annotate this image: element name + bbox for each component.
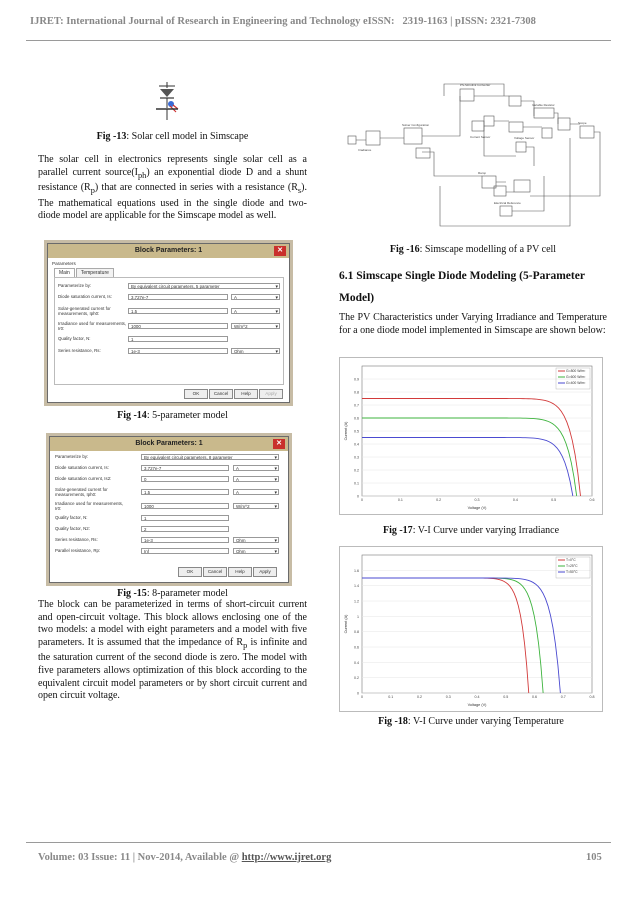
fig17-caption: Fig -17: V-I Curve under varying Irradiance [382, 525, 560, 536]
irradiance-ytick-label: 0.6 [354, 416, 359, 421]
temperature-xtick-label: 0.6 [532, 695, 537, 699]
solar-cell-icon [150, 82, 184, 122]
right-paragraph: The PV Characteristics under Varying Irradiance and Temperature for a one diode model implemented in Simscape are shown below: [339, 312, 607, 336]
unit-select[interactable]: A ▾ [233, 465, 279, 471]
chart-temperature-box [339, 546, 603, 712]
param-row: Solar-generated current for measurements, Iph0: 1.5 A ▾ [58, 306, 280, 313]
temperature-xtick-label: 0.1 [388, 695, 394, 699]
irradiance-ytick-label: 0.1 [354, 481, 359, 486]
page-number: 105 [586, 852, 602, 863]
fig18-caption: Fig -18: V-I Curve under varying Temperature [378, 716, 564, 727]
param-input[interactable]: 1000 [128, 323, 228, 329]
temperature-xtick-label: 0.2 [417, 695, 422, 699]
parameters-panel [54, 277, 284, 385]
tab-main[interactable]: Main [54, 268, 75, 278]
irradiance-series-line [362, 399, 581, 497]
unit-select[interactable]: Ohm ▾ [233, 548, 279, 554]
param-row: Irradiance used for measurements, Ir0: 1000 W/m^2 ▾ [55, 501, 281, 508]
irradiance-x-axis-label: Voltage (V) [467, 506, 487, 510]
irradiance-ytick-label: 0.5 [354, 429, 359, 434]
temperature-ytick-label: 0.6 [354, 645, 359, 650]
help-button[interactable]: Help [234, 389, 258, 399]
irradiance-ytick-label: 0.4 [354, 442, 359, 447]
svg-text:Ramp: Ramp [478, 171, 487, 175]
svg-text:Scope: Scope [578, 121, 587, 125]
temperature-series-line [362, 578, 560, 693]
journal-link[interactable]: http://www.ijret.org [241, 852, 332, 863]
irradiance-xtick-label: 0 [361, 498, 363, 502]
temperature-ytick-label: 0.8 [354, 630, 359, 635]
irradiance-xtick-label: 0.1 [397, 498, 403, 502]
fig16-caption: Fig -16: Simscape modelling of a PV cell [389, 244, 557, 255]
irradiance-xtick-label: 0.3 [474, 498, 480, 502]
header-rule [26, 40, 611, 41]
temperature-ytick-label: 1.6 [354, 568, 359, 573]
left-paragraph-1: The solar cell in electronics represents single solar cell as a parallel current $source(I_{ph})$ an exponential diode D and a shunt resistance $(R_p)$ that are connected in series with a resistance $(R_s)$. The mathematical equations used in the single diode and two-diode model are applicable for the Simscape model as well. [38, 154, 308, 222]
irradiance-legend-label: G=800 W/m² [566, 369, 586, 373]
apply-button[interactable]: Apply [253, 567, 277, 577]
fig13-caption: Fig -13: Solar cell model in Simscape [96, 131, 249, 142]
irradiance-series-line [362, 438, 573, 497]
unit-select[interactable]: W/m^2 ▾ [233, 503, 279, 509]
temperature-xtick-label: 0 [361, 695, 363, 699]
irradiance-ytick-label: 0.9 [354, 377, 359, 382]
unit-select[interactable]: A ▾ [231, 294, 280, 300]
temperature-ytick-label: 1.4 [354, 584, 359, 589]
svg-text:Variable Resistor: Variable Resistor [532, 103, 555, 107]
param-row: Parameterize by: By equivalent circuit parameters, 8 parameter ▾ [55, 454, 281, 461]
temperature-legend-label: T=25°C [566, 564, 578, 568]
dialog-title-bar: Block Parameters: 1 ✕ [50, 437, 288, 451]
parameters-group-label: Parameters [52, 261, 76, 266]
irradiance-xtick-label: 0.5 [551, 498, 557, 502]
temperature-ytick-label: 0 [357, 691, 359, 696]
vi-chart-irradiance [340, 358, 602, 514]
irradiance-legend-label: G=600 W/m² [566, 375, 586, 379]
unit-select[interactable]: Ohm ▾ [231, 348, 280, 354]
irradiance-ytick-label: 0.7 [354, 403, 359, 408]
param-input[interactable]: 1.5 [141, 489, 229, 495]
footer-rule [26, 842, 611, 843]
irradiance-xtick-label: 0.2 [436, 498, 442, 502]
param-row: Irradiance used for measurements, Ir0: 1000 W/m^2 ▾ [58, 321, 280, 328]
param-row: Quality factor, N2: 2 [55, 526, 281, 533]
dialog-title-bar: Block Parameters: 1 ✕ [48, 244, 289, 258]
param-input[interactable]: 1e-3 [141, 537, 229, 543]
irradiance-y-axis-label: Current (A) [344, 421, 348, 441]
irradiance-legend-label: G=400 W/m² [566, 381, 586, 385]
param-input[interactable]: 3.727e-7 [128, 294, 228, 300]
temperature-xtick-label: 0.5 [503, 695, 509, 699]
chart-irradiance-box [339, 357, 603, 515]
param-row: Quality factor, N: 1 [58, 336, 280, 343]
temperature-x-axis-label: Voltage (V) [467, 703, 487, 707]
param-row: Quality factor, N: 1 [55, 515, 281, 522]
temperature-xtick-label: 0.3 [445, 695, 451, 699]
simscape-diagram [344, 76, 606, 236]
param-input[interactable]: 1000 [141, 503, 229, 509]
close-icon[interactable]: ✕ [273, 439, 285, 449]
help-button[interactable]: Help [228, 567, 252, 577]
ok-button[interactable]: OK [184, 389, 208, 399]
irradiance-xtick-label: 0.4 [512, 498, 518, 502]
temperature-ytick-label: 1 [357, 614, 359, 619]
parameterize-select[interactable]: By equivalent circuit parameters, 5 parameter ▾ [128, 283, 280, 289]
param-input[interactable]: 1e-3 [128, 348, 228, 354]
param-row: Solar-generated current for measurements, Iph0: 1.5 A ▾ [55, 487, 281, 494]
apply-button[interactable]: Apply [259, 389, 283, 399]
irradiance-ytick-label: 0 [357, 494, 359, 499]
close-icon[interactable]: ✕ [274, 246, 286, 256]
param-row: Parallel resistance, Rp: Inf Ohm ▾ [55, 548, 281, 555]
left-paragraph-2: The block can be parameterized in terms of short-circuit current and open-circuit voltage. This block allows enclosing one of the two models: a model with eight parameters and a model with five parameters. It is assumed that the impedance of $R_p$ is infinite and the saturation current of the second diode is zero. The model with five parameters allows optimization of this block according to the equivalent circuit model parameters or by short circuit current and open circuit voltage. [38, 599, 307, 702]
param-input[interactable]: Inf [141, 548, 229, 554]
unit-select[interactable]: W/m^2 ▾ [231, 323, 280, 329]
unit-select[interactable]: A ▾ [231, 308, 280, 314]
journal-name: IJRET: International Journal of Research in Engineering and Technology eISSN: [30, 16, 395, 27]
irradiance-ytick-label: 0.2 [354, 468, 359, 473]
section-heading: 6.1 Simscape Single Diode Modeling (5-Parameter Model) [339, 270, 585, 304]
irradiance-ytick-label: 0.8 [354, 390, 359, 395]
temperature-xtick-label: 0.8 [589, 695, 595, 699]
param-row: Parameterize by: By equivalent circuit parameters, 5 parameter ▾ [58, 283, 280, 290]
temperature-xtick-label: 0.7 [560, 695, 566, 699]
block-parameters-dialog-5 [47, 243, 290, 403]
unit-select[interactable]: Ohm ▾ [233, 537, 279, 543]
temperature-series-line [362, 578, 529, 693]
svg-text:Current Sensor: Current Sensor [470, 135, 491, 139]
param-input[interactable]: 2 [141, 526, 229, 532]
param-row: Diode saturation current, Is2: 0 A ▾ [55, 476, 281, 483]
param-input[interactable]: 0 [141, 476, 229, 482]
journal-header [30, 16, 610, 27]
temperature-xtick-label: 0.4 [474, 695, 480, 699]
param-input[interactable]: 1.5 [128, 308, 228, 314]
svg-text:Voltage Sensor: Voltage Sensor [514, 136, 535, 140]
param-input[interactable]: 1 [141, 515, 229, 521]
svg-text:Electrical Reference: Electrical Reference [494, 201, 521, 205]
block-parameters-dialog-8 [49, 436, 289, 583]
param-row: Diode saturation current, Is: 3.727e-7 A ▾ [55, 465, 281, 472]
parameterize-select[interactable]: By equivalent circuit parameters, 8 parameter ▾ [141, 454, 279, 460]
param-input[interactable]: 1 [128, 336, 228, 342]
temperature-ytick-label: 1.2 [354, 599, 359, 604]
footer-volume: Volume: 03 Issue: 11 | Nov-2014, Available @ http://www.ijret.org [38, 852, 332, 863]
temperature-plot-area [362, 555, 592, 693]
tab-temperature[interactable]: Temperature [76, 268, 114, 278]
param-row: Series resistance, Rs: 1e-3 Ohm ▾ [58, 348, 280, 355]
ok-button[interactable]: OK [178, 567, 202, 577]
svg-text:PS-Simulink Converter: PS-Simulink Converter [460, 83, 491, 87]
param-input[interactable]: 3.727e-7 [141, 465, 229, 471]
unit-select[interactable]: A ▾ [233, 476, 279, 482]
temperature-series-line [362, 578, 543, 693]
param-row: Series resistance, Rs: 1e-3 Ohm ▾ [55, 537, 281, 544]
cancel-button[interactable]: Cancel [203, 567, 227, 577]
temperature-ytick-label: 0.4 [354, 660, 359, 665]
vi-chart-temperature [340, 547, 602, 711]
param-row: Diode saturation current, Is: 3.727e-7 A ▾ [58, 294, 280, 301]
cancel-button[interactable]: Cancel [209, 389, 233, 399]
temperature-legend-label: T=50°C [566, 570, 578, 574]
issn: 2319-1163 | pISSN: 2321-7308 [402, 16, 536, 27]
unit-select[interactable]: A ▾ [233, 489, 279, 495]
irradiance-xtick-label: 0.6 [589, 498, 595, 502]
irradiance-ytick-label: 0.3 [354, 455, 359, 460]
svg-text:Irradiance: Irradiance [358, 148, 372, 152]
temperature-ytick-label: 0.2 [354, 676, 359, 681]
fig14-caption: Fig -14: 5-parameter model [117, 410, 228, 421]
temperature-legend-label: T=0°C [566, 558, 576, 562]
svg-text:Solver Configuration: Solver Configuration [402, 123, 430, 127]
temperature-y-axis-label: Current (A) [344, 614, 348, 634]
fig15-caption: Fig -15: 8-parameter model [117, 588, 228, 599]
